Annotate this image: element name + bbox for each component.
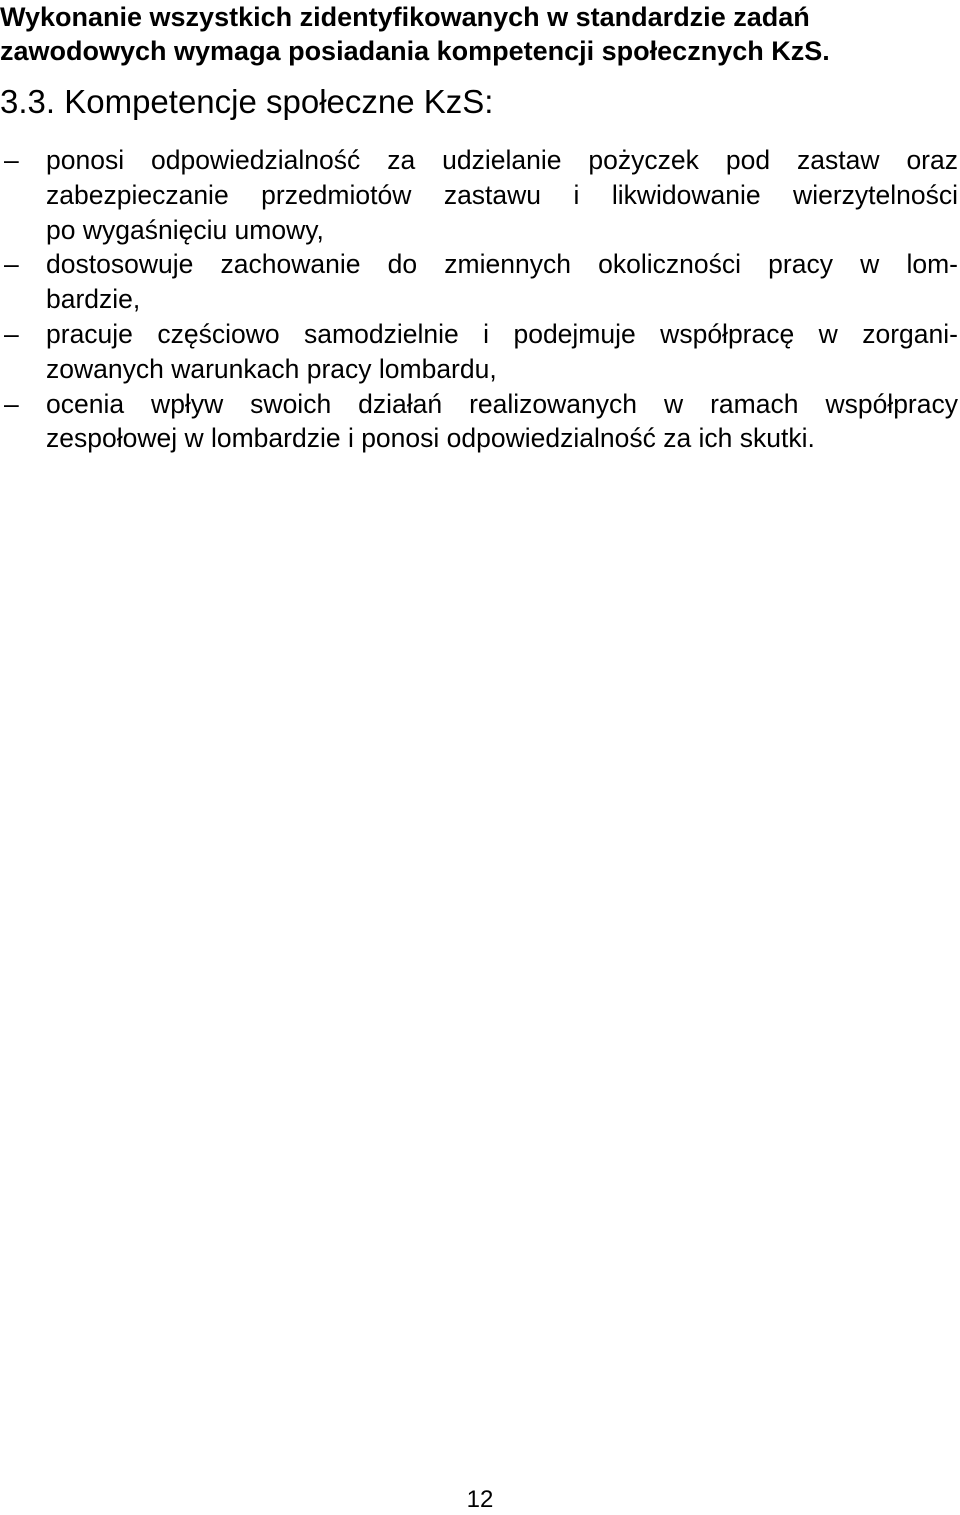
list-item bbox=[0, 247, 958, 317]
list-item-line: zespołowej w lombardzie i ponosi odpowiedzialność za ich skutki. bbox=[46, 423, 815, 454]
list-item-line: zowanych warunkach pracy lombardu, bbox=[46, 353, 497, 384]
list-item-line: bardzie, bbox=[46, 284, 141, 315]
list-item bbox=[0, 143, 958, 247]
list-item-line: po wygaśnięciu umowy, bbox=[46, 214, 324, 245]
list-item-line: ponosi odpowiedzialność za udzielanie pożyczek pod zastaw oraz bbox=[46, 145, 958, 175]
dash-bullet: – bbox=[4, 318, 19, 349]
dash-bullet: – bbox=[4, 249, 19, 280]
list-item-line: dostosowuje zachowanie do zmiennych okoliczności pracy w lom- bbox=[46, 249, 958, 280]
intro-paragraph bbox=[0, 0, 950, 68]
intro-line: zawodowych wymaga posiadania kompetencji społecznych KzS. bbox=[0, 36, 830, 66]
intro-line: Wykonanie wszystkich zidentyfikowanych w standardzie zadań bbox=[0, 2, 810, 32]
list-item-line: zabezpieczanie przedmiotów zastawu i likwidowanie wierzytelności bbox=[46, 179, 958, 210]
dash-bullet: – bbox=[4, 388, 19, 419]
list-item bbox=[0, 387, 958, 457]
page-number: 12 bbox=[466, 1486, 494, 1513]
competence-list bbox=[0, 143, 958, 456]
section-heading: 3.3. Kompetencje społeczne KzS: bbox=[0, 83, 494, 120]
list-item-line: pracuje częściowo samodzielnie i podejmuje współpracę w zorgani- bbox=[46, 318, 958, 349]
list-item-line: ocenia wpływ swoich działań realizowanych w ramach współpracy bbox=[46, 388, 958, 419]
list-item bbox=[0, 317, 958, 387]
dash-bullet: – bbox=[4, 145, 19, 175]
